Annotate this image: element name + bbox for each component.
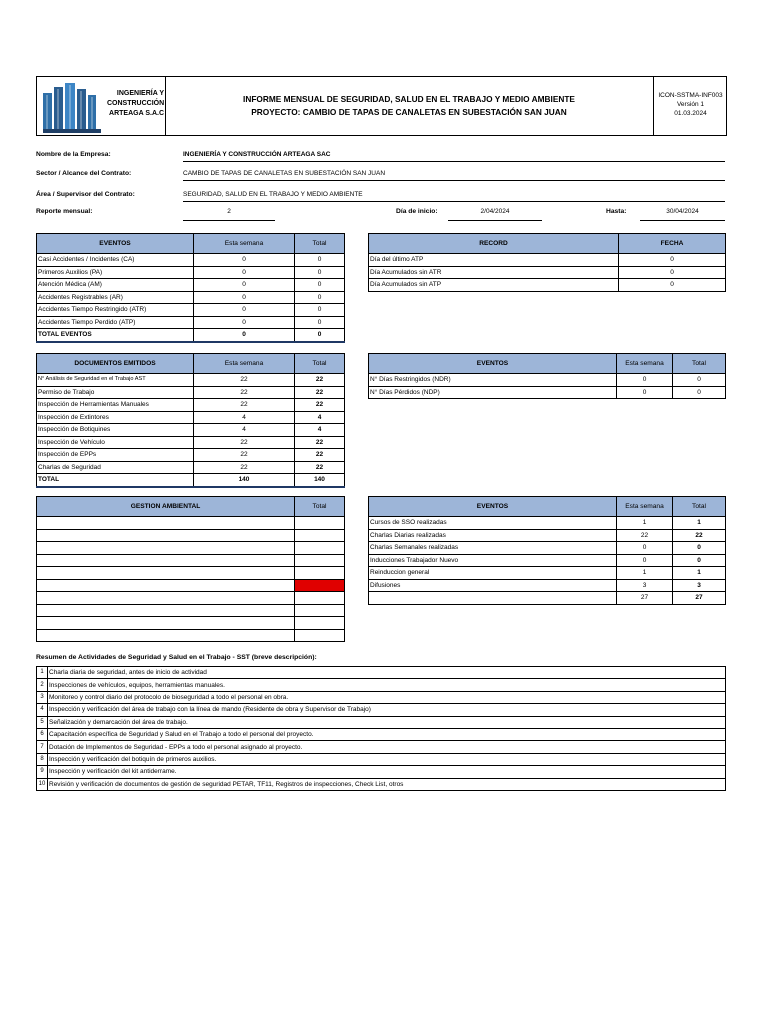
report-label: Reporte mensual: xyxy=(36,208,93,215)
table-row xyxy=(37,436,345,449)
summary-table xyxy=(36,666,726,791)
sector-value: CAMBIO DE TAPAS DE CANALETAS EN SUBESTACIÓN SAN JUAN xyxy=(183,170,725,181)
total-value: 22 xyxy=(295,386,345,399)
table-header-row xyxy=(37,497,345,517)
grand-total: 0 xyxy=(295,329,345,342)
column-header: GESTION AMBIENTAL xyxy=(37,497,295,517)
table-row xyxy=(369,279,726,292)
row-label: Inspección de EPPs xyxy=(37,449,194,462)
table-row xyxy=(37,266,345,279)
item-text: Inspección y verificación del kit antiderrame. xyxy=(48,766,726,778)
total-value: 22 xyxy=(295,399,345,412)
week-value: 0 xyxy=(617,374,673,387)
end-date-value: 30/04/2024 xyxy=(640,208,725,221)
week-value: 0 xyxy=(194,279,295,292)
item-number: 7 xyxy=(37,741,48,753)
report-title xyxy=(166,77,652,135)
row-label: Primeros Auxilios (PA) xyxy=(37,266,194,279)
empty-cell xyxy=(37,604,295,617)
item-text: Inspección y verificación del botiquín de primeros auxilios. xyxy=(48,753,726,765)
row-label: Inspección de Vehículo xyxy=(37,436,194,449)
column-header: Esta semana xyxy=(617,354,673,374)
total-value: 0 xyxy=(673,386,726,399)
table-row xyxy=(37,411,345,424)
date-value: 0 xyxy=(619,266,726,279)
row-label: Charlas de Seguridad xyxy=(37,461,194,474)
item-number: 9 xyxy=(37,766,48,778)
summary-item xyxy=(37,766,726,778)
total-value: 1 xyxy=(673,567,726,580)
table-row xyxy=(369,386,726,399)
column-header: EVENTOS xyxy=(37,234,194,254)
total-value: 0 xyxy=(673,554,726,567)
week-value: 22 xyxy=(194,461,295,474)
table-row xyxy=(37,554,345,567)
row-label: N° Análisis de Seguridad en el Trabajo AST xyxy=(37,374,194,387)
week-value: 3 xyxy=(617,579,673,592)
row-label: Accidentes Tiempo Restringido (ATR) xyxy=(37,304,194,317)
empty-cell xyxy=(37,617,295,630)
title-line-1: INFORME MENSUAL DE SEGURIDAD, SALUD EN EL TRABAJO Y MEDIO AMBIENTE xyxy=(243,94,575,104)
summary-item xyxy=(37,679,726,691)
total-value: 0 xyxy=(673,374,726,387)
empty-cell xyxy=(37,629,295,642)
week-value: 22 xyxy=(194,436,295,449)
document-header xyxy=(36,76,727,136)
summary-item xyxy=(37,716,726,728)
table-row xyxy=(37,279,345,292)
week-value: 22 xyxy=(194,399,295,412)
item-text: Revisión y verificación de documentos de gestión de seguridad PETAR, TF11, Registros de inspecciones, Check List, otros xyxy=(48,778,726,790)
week-value: 22 xyxy=(194,374,295,387)
table-row xyxy=(369,542,726,555)
table-header-row xyxy=(369,234,726,254)
table-row xyxy=(37,542,345,555)
total-row xyxy=(369,592,726,605)
table-row xyxy=(37,629,345,642)
column-header: Total xyxy=(673,497,726,517)
item-number: 10 xyxy=(37,778,48,790)
total-value: 22 xyxy=(295,436,345,449)
total-value: 4 xyxy=(295,411,345,424)
table-row xyxy=(369,517,726,530)
row-label xyxy=(369,592,617,605)
empty-cell xyxy=(37,517,295,530)
item-number: 5 xyxy=(37,716,48,728)
start-date-label: Día de inicio: xyxy=(396,208,438,215)
row-label: Día Acumulados sin ATR xyxy=(369,266,619,279)
item-text: Inspección y verificación del área de trabajo con la línea de mando (Residente de obra y Supervisor de Trabajo) xyxy=(48,704,726,716)
item-text: Inspecciones de vehículos, equipos, herramientas manuales. xyxy=(48,679,726,691)
column-header: Total xyxy=(295,497,345,517)
empty-cell xyxy=(37,567,295,580)
item-text: Capacitación específica de Seguridad y Salud en el Trabajo a todo el personal del proyecto. xyxy=(48,728,726,740)
row-label: N° Días Pérdidos (NDP) xyxy=(369,386,617,399)
row-label: Inducciones Trabajador Nuevo xyxy=(369,554,617,567)
column-header: Esta semana xyxy=(194,234,295,254)
empty-cell xyxy=(295,604,345,617)
item-number: 1 xyxy=(37,667,48,679)
table-row xyxy=(369,529,726,542)
week-value: 0 xyxy=(617,386,673,399)
table-row xyxy=(37,592,345,605)
week-value: 0 xyxy=(194,266,295,279)
sector-label: Sector / Alcance del Contrato: xyxy=(36,170,132,177)
summary-item xyxy=(37,741,726,753)
column-header: Total xyxy=(295,354,345,374)
title-line-2: PROYECTO: CAMBIO DE TAPAS DE CANALETAS EN SUBESTACIÓN SAN JUAN xyxy=(251,107,567,117)
start-date-value: 2/04/2024 xyxy=(448,208,542,221)
end-date-label: Hasta: xyxy=(606,208,627,215)
table-row xyxy=(369,254,726,267)
empty-cell xyxy=(295,567,345,580)
week-value: 0 xyxy=(617,554,673,567)
row-label: Permiso de Trabajo xyxy=(37,386,194,399)
table-row xyxy=(37,424,345,437)
empty-cell xyxy=(295,542,345,555)
table-row xyxy=(37,291,345,304)
table-row xyxy=(37,316,345,329)
total-label: TOTAL EVENTOS xyxy=(37,329,194,342)
table-row xyxy=(37,579,345,592)
row-label: Charlas Semanales realizadas xyxy=(369,542,617,555)
row-label: Casi Accidentes / Incidentes (CA) xyxy=(37,254,194,267)
report-value: 2 xyxy=(183,208,275,221)
week-value: 1 xyxy=(617,567,673,580)
total-label: TOTAL xyxy=(37,474,194,487)
total-value: 0 xyxy=(295,279,345,292)
date-value: 0 xyxy=(619,279,726,292)
eventos-dias-table xyxy=(368,353,726,399)
table-row xyxy=(37,529,345,542)
week-value: 0 xyxy=(194,254,295,267)
row-label: Accidentes Tiempo Perdido (ATP) xyxy=(37,316,194,329)
table-row xyxy=(37,254,345,267)
table-header-row xyxy=(37,354,345,374)
record-table xyxy=(368,233,726,292)
total-value: 0 xyxy=(295,291,345,304)
empty-cell xyxy=(295,617,345,630)
total-value: 4 xyxy=(295,424,345,437)
empty-cell xyxy=(295,629,345,642)
week-value: 1 xyxy=(617,517,673,530)
empty-cell xyxy=(295,592,345,605)
eventos-cursos-table xyxy=(368,496,726,605)
week-value: 4 xyxy=(194,424,295,437)
column-header: Total xyxy=(295,234,345,254)
table-row xyxy=(369,554,726,567)
week-value: 4 xyxy=(194,411,295,424)
item-number: 6 xyxy=(37,728,48,740)
row-label: N° Días Restringidos (NDR) xyxy=(369,374,617,387)
table-row xyxy=(37,304,345,317)
empty-cell xyxy=(37,529,295,542)
column-header: Esta semana xyxy=(194,354,295,374)
table-row xyxy=(369,579,726,592)
total-value: 0 xyxy=(295,316,345,329)
summary-item xyxy=(37,667,726,679)
company-logo-cell xyxy=(37,77,166,135)
row-label: Inspección de Extintores xyxy=(37,411,194,424)
column-header: EVENTOS xyxy=(369,354,617,374)
empty-cell xyxy=(37,542,295,555)
summary-item xyxy=(37,704,726,716)
empty-cell xyxy=(37,579,295,592)
total-value: 1 xyxy=(673,517,726,530)
table-row xyxy=(37,567,345,580)
row-label: Día Acumulados sin ATP xyxy=(369,279,619,292)
eventos-table xyxy=(36,233,345,343)
document-date: 01.03.2024 xyxy=(674,110,707,117)
highlighted-red-cell xyxy=(295,579,345,592)
week-total: 0 xyxy=(194,329,295,342)
summary-item xyxy=(37,728,726,740)
area-label: Área / Supervisor del Contrato: xyxy=(36,191,135,198)
summary-item xyxy=(37,691,726,703)
item-number: 4 xyxy=(37,704,48,716)
table-row xyxy=(37,617,345,630)
table-row xyxy=(37,386,345,399)
row-label: Reinduccion general xyxy=(369,567,617,580)
table-row xyxy=(37,399,345,412)
total-row xyxy=(37,329,345,342)
table-row xyxy=(37,374,345,387)
table-row xyxy=(369,266,726,279)
gestion-ambiental-table xyxy=(36,496,345,642)
column-header: RECORD xyxy=(369,234,619,254)
week-value: 22 xyxy=(617,529,673,542)
row-label: Día del último ATP xyxy=(369,254,619,267)
row-label: Inspección de Herramientas Manuales xyxy=(37,399,194,412)
summary-title: Resumen de Actividades de Seguridad y Salud en el Trabajo - SST (breve descripción): xyxy=(36,654,317,661)
column-header: Esta semana xyxy=(617,497,673,517)
item-text: Monitoreo y control diario del protocolo de bioseguridad a todo el personal en obra. xyxy=(48,691,726,703)
summary-item xyxy=(37,778,726,790)
total-value: 3 xyxy=(673,579,726,592)
building-logo-icon xyxy=(43,81,105,133)
week-total: 27 xyxy=(617,592,673,605)
row-label: Accidentes Registrables (AR) xyxy=(37,291,194,304)
item-text: Dotación de Implementos de Seguridad - EPPs a todo el personal asignado al proyecto. xyxy=(48,741,726,753)
week-value: 0 xyxy=(194,291,295,304)
company-logo-text: INGENIERÍA Y CONSTRUCCIÓN ARTEAGA S.A.C xyxy=(107,90,165,117)
grand-total: 140 xyxy=(295,474,345,487)
total-value: 22 xyxy=(673,529,726,542)
summary-item xyxy=(37,753,726,765)
documentos-table xyxy=(36,353,345,488)
document-version: Versión 1 xyxy=(676,101,705,108)
table-header-row xyxy=(37,234,345,254)
item-number: 8 xyxy=(37,753,48,765)
grand-total: 27 xyxy=(673,592,726,605)
empty-cell xyxy=(295,554,345,567)
total-value: 22 xyxy=(295,449,345,462)
empty-cell xyxy=(37,592,295,605)
company-label: Nombre de la Empresa: xyxy=(36,151,111,158)
table-header-row xyxy=(369,497,726,517)
table-row xyxy=(369,374,726,387)
week-total: 140 xyxy=(194,474,295,487)
table-header-row xyxy=(369,354,726,374)
empty-cell xyxy=(295,529,345,542)
table-row xyxy=(37,461,345,474)
table-row xyxy=(37,449,345,462)
column-header: EVENTOS xyxy=(369,497,617,517)
row-label: Inspección de Botiquines xyxy=(37,424,194,437)
column-header: FECHA xyxy=(619,234,726,254)
total-value: 0 xyxy=(295,254,345,267)
row-label: Atención Médica (AM) xyxy=(37,279,194,292)
column-header: Total xyxy=(673,354,726,374)
empty-cell xyxy=(295,517,345,530)
row-label: Cursos de SSO realizadas xyxy=(369,517,617,530)
total-value: 22 xyxy=(295,374,345,387)
table-row xyxy=(37,604,345,617)
column-header: DOCUMENTOS EMITIDOS xyxy=(37,354,194,374)
table-row xyxy=(369,567,726,580)
row-label: Difusiones xyxy=(369,579,617,592)
total-row xyxy=(37,474,345,487)
week-value: 0 xyxy=(194,304,295,317)
item-text: Charla diaria de seguridad, antes de inicio de actividad xyxy=(48,667,726,679)
total-value: 0 xyxy=(673,542,726,555)
total-value: 0 xyxy=(295,304,345,317)
week-value: 22 xyxy=(194,449,295,462)
item-text: Señalización y demarcación del área de trabajo. xyxy=(48,716,726,728)
total-value: 22 xyxy=(295,461,345,474)
week-value: 0 xyxy=(194,316,295,329)
document-code-cell xyxy=(653,77,727,135)
document-code: ICON-SSTMA-INF003 xyxy=(658,92,723,99)
empty-cell xyxy=(37,554,295,567)
date-value: 0 xyxy=(619,254,726,267)
week-value: 22 xyxy=(194,386,295,399)
row-label: Charlas Diarias realizadas xyxy=(369,529,617,542)
table-row xyxy=(37,517,345,530)
item-number: 2 xyxy=(37,679,48,691)
company-value: INGENIERÍA Y CONSTRUCCIÓN ARTEAGA SAC xyxy=(183,151,725,162)
week-value: 0 xyxy=(617,542,673,555)
total-value: 0 xyxy=(295,266,345,279)
area-value: SEGURIDAD, SALUD EN EL TRABAJO Y MEDIO AMBIENTE xyxy=(183,191,725,202)
item-number: 3 xyxy=(37,691,48,703)
